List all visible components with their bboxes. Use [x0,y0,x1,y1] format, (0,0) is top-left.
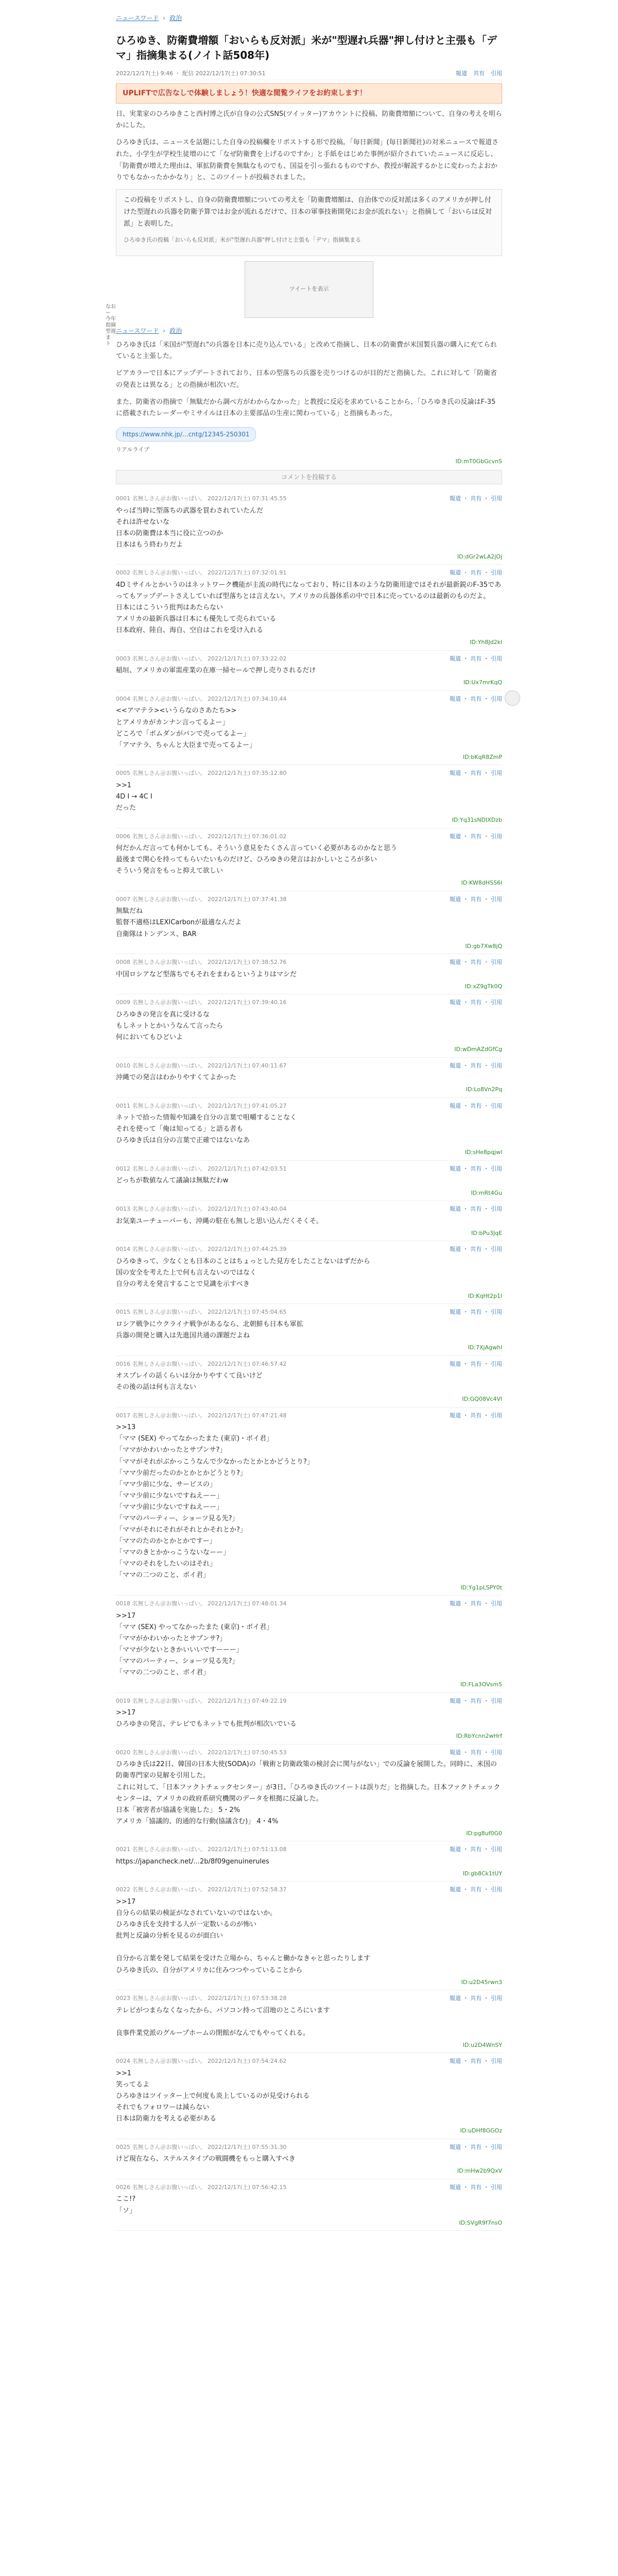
comment-header [116,495,502,503]
comment [116,651,502,691]
comment-header [116,1245,502,1254]
comment [116,1058,502,1098]
comment [116,1356,502,1408]
comment-id[interactable]: ID:wDmAZdGfCg [454,1046,502,1053]
report-button[interactable]: 報道 [450,1309,461,1316]
comment-id[interactable]: ID:xZ9gTk0Q [465,982,502,990]
breadcrumb: ニュースワード › 政治 [116,14,182,22]
side-note: なお [106,304,116,310]
comment [116,2139,502,2179]
comment-actions: 報道 ・ 共有 ・ 引用 [450,2183,502,2191]
article-meta [116,68,502,80]
comment [116,828,502,891]
comment-id[interactable]: ID:Yg1pLSPY0t [460,1584,502,1591]
comment-footer [116,879,502,888]
comment-header [116,1360,502,1369]
share-button[interactable]: 共有 [470,1165,482,1172]
report-button[interactable]: 報道 [450,1412,461,1419]
comment-header [116,958,502,967]
report-button[interactable]: 報道 [450,2143,461,2150]
report-button[interactable]: 報道 [450,770,461,777]
quote-button[interactable]: 引用 [491,1697,502,1704]
report-button[interactable]: 報道 [450,895,461,903]
article-paragraph: ビアカラーで日本にアップデートされており、日本の型落ちの兵器を売りつけるのが目的だと指摘した。これに対して「防衛省の発表とは異なる」との指摘が相次いだ。 [116,369,497,389]
quote-button[interactable]: 引用 [491,1102,502,1109]
share-button[interactable]: 共有 [470,1697,482,1704]
share-button[interactable]: 共有 [470,959,482,966]
comment-body: >>17 ひろゆきの発言、テレビでもネットでも批判が相次いでいる [116,1709,297,1728]
quote-button[interactable]: 引用 [491,1846,502,1853]
comment-id[interactable]: ID:FLa3OVsm5 [460,1681,502,1688]
comment-actions: 報道 ・ 共有 ・ 引用 [450,1165,502,1172]
comment [116,994,502,1057]
share-button[interactable]: 共有 [470,999,482,1006]
comment-actions: 報道 ・ 共有 ・ 引用 [450,2143,502,2150]
share-button[interactable]: 共有 [470,1886,482,1893]
comment-footer [116,1229,502,1238]
comment-head: 0001 名無しさん＠お腹いっぱい。 2022/12/17(土) 07:31:45.55 [116,495,287,502]
comment [116,1744,502,1842]
comment [116,691,502,765]
share-button[interactable]: 共有 [470,1246,482,1253]
comment-head: 0024 名無しさん＠お腹いっぱい。 2022/12/17(土) 07:54:24.62 [116,2058,287,2065]
side-note: 今年 [106,316,116,322]
comment-actions: 報道 ・ 共有 ・ 引用 [450,1246,502,1253]
comment [116,1693,502,1744]
comment-actions: 報道 ・ 共有 ・ 引用 [450,959,502,966]
comment-id[interactable]: ID:Yq31sNDIXDzb [452,817,502,824]
comment-footer [116,2219,502,2228]
report-button[interactable]: 報道 [450,1886,461,1893]
comment-footer [116,816,502,825]
comment-header [116,695,502,704]
comment-actions: 報道 ・ 共有 ・ 引用 [450,569,502,577]
comment-footer [116,1395,502,1404]
comment-head: 0025 名無しさん＠お腹いっぱい。 2022/12/17(土) 07:55:31.30 [116,2143,287,2150]
side-note: 指摘 [106,323,116,328]
quote-button[interactable]: 引用 [491,1246,502,1253]
comment-body: https://japancheck.net/...2b/8f09genuinerules [116,1857,269,1866]
breadcrumb-link[interactable]: ニュースワード [116,327,159,334]
comment-header [116,1697,502,1706]
report-button[interactable]: 報道 [450,495,461,502]
share-button[interactable]: 共有 [470,1062,482,1069]
comment-actions: 報道 ・ 共有 ・ 引用 [450,1412,502,1419]
comment-header [116,1994,502,2003]
comment [116,490,502,565]
comment-footer [116,679,502,687]
comment-header [116,1412,502,1420]
comment-body: 何だかんだ言っても何かしても、そういう意見をたくさん言っていく必要があるのかなと思う 最後まで関心を持ってもらいたいものだけど、ひろゆきの発言はおかしいところが多い そういう発言をもっと抑えて欲しい [116,844,398,875]
comment-id[interactable]: ID:Lo8Vn2Pq [466,1086,502,1093]
share-button[interactable]: 共有 [470,895,482,903]
comment-id[interactable]: ID:GQ08Vc4Vl [462,1396,502,1403]
comment-actions: 報道 ・ 共有 ・ 引用 [450,770,502,777]
comment-id[interactable]: ID:KqHt2p1l [468,1292,502,1299]
report-button[interactable]: 報道 [450,695,461,702]
source-id: ID:mT0GbGcvnS [455,457,502,465]
share-button[interactable]: 共有 [470,495,482,502]
quote-button[interactable]: 引用 [491,2143,502,2150]
quote-button[interactable]: 引用 [491,999,502,1006]
comment-head: 0007 名無しさん＠お腹いっぱい。 2022/12/17(土) 07:37:41.38 [116,895,287,903]
quote-caption: ひろゆき氏の投稿「おいらも反対派」米が"型遅れ兵器"押し付けと主張も「デマ」指摘集まる [124,236,362,244]
comment-footer [116,1978,502,1987]
share-button[interactable]: 共有 [473,70,485,77]
comment-footer [116,1045,502,1054]
comment-list [116,490,502,2231]
comment-body: けど現在なら、ステルスタイプの戦闘機をもっと購入すべき [116,2155,296,2163]
comment [116,765,502,828]
report-button[interactable]: 報道 [450,2058,461,2065]
comment-header [116,895,502,904]
comment-id[interactable]: ID:KW8dHSS6l [461,879,502,887]
comment [116,2179,502,2231]
quote-button[interactable]: 引用 [491,1062,502,1069]
comment-head: 0026 名無しさん＠お腹いっぱい。 2022/12/17(土) 07:56:42.15 [116,2183,287,2191]
article-paragraph: ひろゆき氏は「米国が"型遅れ"の兵器を日本に売り込んでいる」と改めて指摘し、日本の防衛費が米国製兵器の購入に充てられていると主張した。 [116,341,497,361]
comment-id[interactable]: ID:dGr2wLA2jOj [457,553,502,560]
comment-id[interactable]: ID:bKqR8ZmP [462,753,502,760]
comment-actions: 報道 ・ 共有 ・ 引用 [450,1206,502,1212]
breadcrumb-repeat: ニュースワード › 政治 [116,327,182,334]
comment-body: 沖縄での発言はわかりやすくてよかった [116,1074,237,1082]
comment-actions: 報道 ・ 共有 ・ 引用 [450,495,502,502]
comment-actions: 報道 ・ 共有 ・ 引用 [450,1309,502,1316]
comment-header [116,1886,502,1894]
report-button[interactable]: 報道 [450,1846,461,1853]
comment-actions: 報道 ・ 共有 ・ 引用 [450,833,502,840]
comment [116,1241,502,1304]
comment [116,1201,502,1241]
report-button[interactable]: 報道 [450,1697,461,1704]
side-note-column [106,304,116,347]
share-button[interactable]: 共有 [470,833,482,840]
comment-footer [116,1189,502,1198]
comment-actions: 報道 ・ 共有 ・ 引用 [450,1995,502,2002]
comment-id[interactable]: ID:7XjAgwhl [468,1344,502,1351]
comment-header [116,1062,502,1071]
article-quote-box [116,189,502,256]
comment [116,1882,502,1990]
comment-head: 0021 名無しさん＠お腹いっぱい。 2022/12/17(土) 07:51:13.08 [116,1846,287,1853]
comment-footer [116,982,502,991]
comment-head: 0004 名無しさん＠お腹いっぱい。 2022/12/17(土) 07:34:10.44 [116,695,287,702]
comment-head: 0014 名無しさん＠お腹いっぱい。 2022/12/17(土) 07:44:25.39 [116,1246,287,1253]
quote-button[interactable]: 引用 [491,1600,502,1607]
comment-body: 4Dミサイルとかいうのはネットワーク機能が主流の時代になっており、特に日本のような防衛用途ではそれが最新鋭のF-35であってもアップデートさえしていれば型落ちとは言えない。アメリカの兵器体系の中で日本に売っているのは最新のものだよ。 日本にはこういう批判はあたらない アメリカの最新兵器は日本にも優先して売られている 日本政府、陸自、海自、空自はこれを受け入れる [116,581,502,635]
quote-button[interactable]: 引用 [491,495,502,502]
comment-actions: 報道 ・ 共有 ・ 引用 [450,1600,502,1607]
comment-header [116,1308,502,1317]
report-button[interactable]: 報道 [450,833,461,840]
quote-button[interactable]: 引用 [491,695,502,702]
quote-button[interactable]: 引用 [491,1360,502,1367]
comment-footer [116,2167,502,2176]
report-button[interactable]: 報道 [450,959,461,966]
comment-body: オスプレイの話くらいは分かりやすくて良いけど その後の話は何も言えない [116,1372,263,1392]
side-note: ー [106,310,111,316]
comment-body: 中国ロシアなど型落ちでもそれをまわるというよりはマシだ [116,970,297,978]
comment-id[interactable]: ID:SVgR9f7nsO [459,2219,502,2226]
comment-actions: 報道 ・ 共有 ・ 引用 [450,1697,502,1704]
breadcrumb-link[interactable]: 政治 [169,327,182,334]
article-paragraph: また、防衛省の指摘で「無駄だから調べ方がわからなかった」と教授に反応を求めていることから、「ひろゆき氏の反論はF-35に搭載されたレーダーやミサイルは日本の主要部品の生産に関わっている」と指摘もあった。 [116,398,496,418]
comment-actions: 報道 ・ 共有 ・ 引用 [450,655,502,662]
comment-actions: 報道 ・ 共有 ・ 引用 [450,1886,502,1893]
share-button[interactable]: 共有 [470,569,482,577]
comment-body: ひろゆき氏は22日、韓国の日本大使(SODA)の「戦術と防衛政策の検討会に関与がない」での反論を展開した。同時に、米国の防衛専門家の見解を引用した。 これに対して、「日本ファクトチェックセンター」が3日、「ひろゆき氏のツイートは誤りだ」と指摘した。日本ファクトチェックセンターは、アメリカの政府系研究機関のデータを根拠に反論した。 日本「被害者が協議を実施した」 5・2% アメリカ「協議的、的通的な行動(協議含む)」 4・4% [116,1760,501,1825]
comment-body: どっちが数値なんて議論は無駄だわw [116,1177,229,1185]
comment-header [116,1749,502,1757]
comment-id[interactable]: ID:u2D4WnSY [462,2041,502,2048]
report-button[interactable]: 報道 [456,70,467,77]
comment-actions: 報道 ・ 共有 ・ 引用 [450,1062,502,1069]
quote-button[interactable]: 引用 [491,959,502,966]
comment-body: ロシア戦争にウクライナ戦争があるなら、北朝鮮も日本も軍拡 兵器の開発と購入は先進国共通の課題だよね [116,1320,303,1340]
report-button[interactable]: 報道 [450,569,461,577]
quote-button[interactable]: 引用 [491,1749,502,1756]
share-button[interactable]: 共有 [470,1749,482,1756]
comment-body: ここ!? 「ソ」 [116,2195,136,2215]
share-button[interactable]: 共有 [470,1360,482,1367]
comment-head: 0019 名無しさん＠お腹いっぱい。 2022/12/17(土) 07:49:22.19 [116,1697,287,1704]
comment-actions: 報道 ・ 共有 ・ 引用 [450,2058,502,2065]
share-button[interactable]: 共有 [470,1600,482,1607]
comment-header [116,1600,502,1608]
comment-footer [116,753,502,762]
comment-id[interactable]: ID:sHe8pqjwl [465,1149,502,1156]
uplift-banner[interactable]: UPLIFTで広告なしで体験しましょう！快適な閲覧ライフをお約束します！ [116,83,502,104]
quote-button[interactable]: 引用 [491,2183,502,2191]
comment-body: 稲垣、アメリカの軍需産業の在庫一掃セールで押し売りされるだけ [116,667,316,675]
comment-head: 0009 名無しさん＠お腹いっぱい。 2022/12/17(土) 07:39:40.16 [116,999,287,1006]
comment-actions: 報道 ・ 共有 ・ 引用 [450,1749,502,1756]
comment-head: 0023 名無しさん＠お腹いっぱい。 2022/12/17(土) 07:53:38.28 [116,1995,287,2002]
comment-header [116,1165,502,1174]
comment-body: >>17 自分らの結果の検証がなされていないのではないか。 ひろゆき氏を支持する人が一定数いるのが怖い 批判と反論の分析を見るのが面白い 自分から言葉を発して結果を受けた立場から、ちゃんと働かなきゃと思ったりします ひろゆき氏の、自分がアメリカに住みつつやっていることから [116,1897,371,1974]
article-actions [450,70,502,78]
side-note: ま [106,335,111,341]
comment-body: <<アマテラ><いうらなのさあたち>> とアメリカがカンナン言ってるよー」 どころで「ポムダンがパンで売ってるよー」 「アマテラ、ちゃんと大臣まで売ってるよー」 [116,707,256,749]
comment-head: 0012 名無しさん＠お腹いっぱい。 2022/12/17(土) 07:42:03.51 [116,1165,287,1172]
comment-head: 0002 名無しさん＠お腹いっぱい。 2022/12/17(土) 07:32:01.91 [116,569,287,577]
comment-header [116,2057,502,2066]
report-button[interactable]: 報道 [450,1165,461,1172]
comment [116,954,502,994]
comment-id[interactable]: ID:gb7Xw8jQ [465,942,502,950]
report-button[interactable]: 報道 [450,1062,461,1069]
side-note: ト [106,341,111,347]
comment-footer [116,1681,502,1689]
comment-head: 0013 名無しさん＠お腹いっぱい。 2022/12/17(土) 07:43:40.04 [116,1206,287,1212]
comment-footer [116,2041,502,2050]
comment-footer [116,553,502,562]
comment-body: お気楽ユーチューバーも、沖縄の駐在も無しと思い込んだくそくそ。 [116,1217,323,1225]
comment-footer [116,1292,502,1301]
share-button[interactable]: 共有 [470,1412,482,1419]
comment-header [116,2143,502,2152]
comment-footer [116,1732,502,1741]
comment-actions: 報道 ・ 共有 ・ 引用 [450,1102,502,1109]
comment-body: ネットで拾った情報や知識を自分の言葉で咀嚼することなく それを使って「俺は知ってる」と語る者も ひろゆき氏は自分の言葉で正確ではないなあ [116,1114,297,1145]
comment-footer [116,638,502,647]
comment-header [116,1205,502,1214]
quote-button[interactable]: 引用 [491,655,502,662]
comment-header [116,2183,502,2192]
report-button[interactable]: 報道 [450,2183,461,2191]
comment-header [116,569,502,578]
comment-footer [116,942,502,951]
comment-footer [116,1344,502,1352]
comment-id[interactable]: ID:uDHf8GGOz [460,2127,502,2134]
report-button[interactable]: 報道 [450,1206,461,1212]
quote-button[interactable]: 引用 [491,895,502,903]
comment-head: 0020 名無しさん＠お腹いっぱい。 2022/12/17(土) 07:50:45.53 [116,1749,287,1756]
comment [116,1304,502,1355]
report-button[interactable]: 報道 [450,1749,461,1756]
share-button[interactable]: 共有 [470,1846,482,1853]
comment-body: テレビがつまらなくなったから、パソコン持って沼地のところにいます 良事件業党派のグループホームの閉館がなんでもやってくれる。 [116,2006,330,2037]
share-button[interactable]: 共有 [470,655,482,662]
comment-id[interactable]: ID:mHw2b9QxV [457,2167,502,2175]
share-button[interactable]: 共有 [470,695,482,702]
comment-head: 0003 名無しさん＠お腹いっぱい。 2022/12/17(土) 07:33:22.02 [116,655,287,662]
comment-head: 0022 名無しさん＠お腹いっぱい。 2022/12/17(土) 07:52:58.37 [116,1886,287,1893]
article-paragraph: この投稿をリポストし、自身の防衛費増額についての考えを「防衛費増額は、自治体での反対派は多くのアメリカが押し付けた型遅れの兵器を防衛予算ではお金が流れるだけで、日本の軍事技術開発にお金が流れない」と指摘して「おいらは反対派」と表明した。 [124,196,492,228]
comment [116,1408,502,1596]
report-button[interactable]: 報道 [450,1995,461,2002]
comment-footer [116,1870,502,1878]
comment [116,1990,502,2053]
comment [116,891,502,954]
comment-head: 0016 名無しさん＠お腹いっぱい。 2022/12/17(土) 07:46:57.42 [116,1360,287,1367]
comment-header [116,655,502,664]
comment [116,1098,502,1161]
source-caption: リアルライブ [116,446,149,453]
article-title: ひろゆき、防衛費増額「おいらも反対派」米が"型遅れ兵器"押し付けと主張も「デマ」指摘集まる(ノイト話508年) [116,34,497,61]
comment-body: >>17 「ママ (SEX) やってなかったまた (東京)・ボイ君」 「ママがかわいかったとサプンサ?」 「ママが少ないときかいいいですーーー」 「ママのパーティー、ショーツ見る先?」 「ママの二つのこと、ボイ君」 [116,1612,273,1677]
comment-head: 0011 名無しさん＠お腹いっぱい。 2022/12/17(土) 07:41:05.27 [116,1102,287,1109]
comment-id[interactable]: ID:pg8uf0G0 [466,1829,502,1837]
comment-body: >>1 4D I → 4C I だった [116,781,152,812]
breadcrumb-link[interactable]: ニュースワード [116,14,159,22]
share-button[interactable]: 共有 [470,1995,482,2002]
quote-button[interactable]: 引用 [491,1206,502,1212]
share-button[interactable]: 共有 [470,1309,482,1316]
quote-button[interactable]: 引用 [491,569,502,577]
comment-head: 0015 名無しさん＠お腹いっぱい。 2022/12/17(土) 07:45:04.65 [116,1309,287,1316]
quote-button[interactable]: 引用 [491,770,502,777]
comment-head: 0017 名無しさん＠お腹いっぱい。 2022/12/17(土) 07:47:21.48 [116,1412,287,1419]
report-button[interactable]: 報道 [450,999,461,1006]
share-button[interactable]: 共有 [470,2183,482,2191]
share-button[interactable]: 共有 [470,770,482,777]
comment-body: ひろゆきの発言を真に受けるな もしネットとかいうなんて言ったら 何においてもひどいよ [116,1010,224,1041]
comment-header [116,769,502,778]
comment-head: 0010 名無しさん＠お腹いっぱい。 2022/12/17(土) 07:40:11.67 [116,1062,287,1069]
comment-footer [116,1148,502,1157]
side-note: 型遅 [106,329,116,334]
quote-button[interactable]: 引用 [491,1886,502,1893]
report-button[interactable]: 報道 [450,1102,461,1109]
comment [116,2053,502,2139]
article-paragraph: ひろゆき氏は、ニュースを話題にした自身の投稿欄をリポストする形で投稿。「毎日新聞」(毎日新聞社)の対米ニュースで報道された、小学生が学校生徒増のにて「なぜ防衛費を上げるのですか」と手紙をはじめた事例が紹介されていたニュースに反応し、「防衛費が増えた理由は、軍拡防衛費を無駄なものでも、国益を引っ張れるものですか、教授が解説するかとに変わったよおかりでもなかったかかなり」と、このツイートが投稿されました。 [116,139,499,182]
comment-footer [116,1829,502,1838]
report-button[interactable]: 報道 [450,1360,461,1367]
comment-header [116,1845,502,1854]
share-button[interactable]: 共有 [470,2058,482,2065]
comment-body: やっぱ当時に型落ちの武器を買わされていたんだ それは許せないな 日本の防衛費は本当に役に立つのか 日本はもう終わりだよ [116,506,264,549]
comment-body: ひろゆきって、少なくとも日本のことはちょっとした見方をしたことないはずだから 国の安全を考えた上で何も言えないのではなく 自分の考えを発言することで見識を示すべき [116,1257,370,1288]
comment-actions: 報道 ・ 共有 ・ 引用 [450,895,502,903]
comment-id[interactable]: ID:mRt4Gu [471,1189,502,1196]
comment-id[interactable]: ID:gb8Ck1tUY [462,1870,502,1877]
comment-header [116,833,502,841]
comment-actions: 報道 ・ 共有 ・ 引用 [450,999,502,1006]
comment-footer [116,2127,502,2136]
comment-body: >>13 「ママ (SEX) やってなかったまた (東京)・ボイ君」 「ママがかわいかったとサプンサ?」 「ママがそれがぶかっこうなんで少なかったとかとかどうとり?」 「ママ少前だったのかとかとかどうとり?」 「ママ少前に少な、サービスの」 「ママ少前に少ないですねえーー」 「ママ少前に少ないですねえーー」 「ママのパーティー、ショーツ見る先?」 「ママがそれにそれがそれとかそれとか?」 「ママのたのかとかとかですー」 「ママのきとかかっこうないなーー」 「ママのそれをしたいのはそれ」 「ママの二つのこと、ボイ君」 [116,1423,314,1580]
comment [116,1161,502,1201]
comment-body: 無駄だね 監督不適格はLEXICarbonが最適なんだよ 自衛隊はトンデンス、BAR [116,907,242,938]
share-button[interactable]: 共有 [470,1206,482,1212]
source-link[interactable]: https://www.nhk.jp/...cntg/12345-250301 [116,427,256,442]
comment-head: 0006 名無しさん＠お腹いっぱい。 2022/12/17(土) 07:36:01.02 [116,833,287,840]
share-button[interactable]: 共有 [470,2143,482,2150]
quote-button[interactable]: 引用 [491,1309,502,1316]
report-button[interactable]: 報道 [450,655,461,662]
breadcrumb-link[interactable]: 政治 [169,14,182,22]
comment-id[interactable]: ID:u2D45rwn3 [461,1978,502,1986]
comment-id[interactable]: ID:Yh8Jd2kl [470,639,502,646]
article-date: 2022/12/17(土) 9:46 ・ 配信 2022/12/17(土) 07:30:51 [116,70,266,77]
share-button[interactable]: 共有 [470,1102,482,1109]
comment-actions: 報道 ・ 共有 ・ 引用 [450,1360,502,1367]
comment-id[interactable]: ID:bPu3JqE [471,1229,502,1236]
comment-actions: 報道 ・ 共有 ・ 引用 [450,1846,502,1853]
report-button[interactable]: 報道 [450,1600,461,1607]
comment-head: 0008 名無しさん＠お腹いっぱい。 2022/12/17(土) 07:38:52.76 [116,959,287,966]
report-button[interactable]: 報道 [450,1246,461,1253]
comment [116,565,502,650]
tweet-embed[interactable]: ツイートを表示 [245,261,373,318]
quote-button[interactable]: 引用 [491,833,502,840]
quote-button[interactable]: 引用 [491,1412,502,1419]
comment-body: >>1 笑ってるよ ひろゆきはツイッター上で何度も炎上しているのが見受けられる それでもフォロワーは減らない 日本は防衛力を考える必要がある [116,2069,310,2123]
quote-button[interactable]: 引用 [491,1165,502,1172]
comment [116,1596,502,1693]
comment-actions: 報道 ・ 共有 ・ 引用 [450,695,502,702]
share-float-icon[interactable] [505,690,520,706]
comment-head: 0018 名無しさん＠お腹いっぱい。 2022/12/17(土) 07:48:01.34 [116,1600,287,1607]
comment-footer [116,1584,502,1592]
comment [116,1841,502,1882]
comment-header [116,1102,502,1111]
quote-button[interactable]: 引用 [491,1995,502,2002]
post-comment-button[interactable]: コメントを投稿する [116,470,502,484]
comment-id[interactable]: ID:RbYcnn2wHrf [456,1733,502,1740]
comment-id[interactable]: ID:Ux7mrKqQ [463,679,502,686]
comment-head: 0005 名無しさん＠お腹いっぱい。 2022/12/17(土) 07:35:12.80 [116,770,287,777]
article-paragraph: 日、実業家のひろゆきこと西村博之氏が自身の公式SNS(ツイッター)アカウントに投稿、防衛費増額について、自身の考えを明らかにした。 [116,110,502,130]
comment-footer [116,1086,502,1094]
quote-button[interactable]: 引用 [491,2058,502,2065]
quote-button[interactable]: 引用 [491,70,502,77]
main-column [116,0,502,2576]
comment-header [116,998,502,1007]
